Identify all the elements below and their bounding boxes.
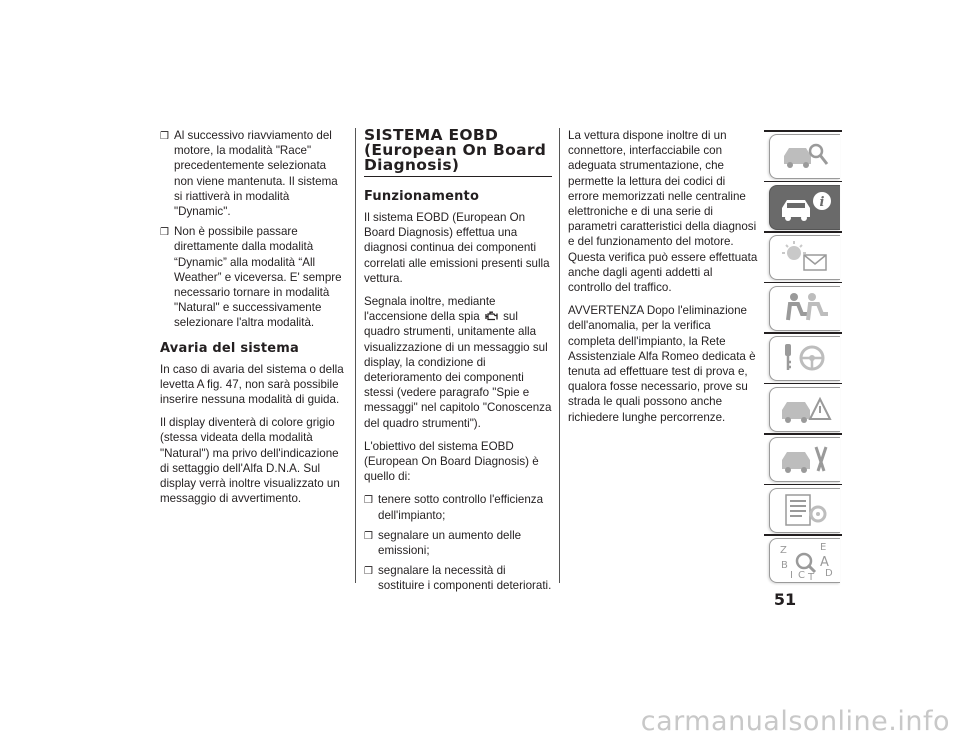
paragraph: In caso di avaria del sistema o della levetta A fig. 47, non sarà possibile inserire nessuna modalità di guida. [160,362,344,407]
tab-car-info[interactable] [769,185,840,230]
checkbox-bullet-icon: ❒ [364,495,373,507]
engine-warning-icon [484,311,499,322]
index-letter: T [808,572,815,580]
paragraph: AVVERTENZA Dopo l'eliminazione dell'anomalia, per la verifica completa dell'impianto, la Rete Assistenziale Alfa Romeo dedicata è tenuta ad effettuare test di prova e, qualora fosse necessario, prove su strada le quali possono anche richiedere lunghe percorrenze. [568,304,756,424]
list-item: ❒ tenere sotto controllo l'efficienza dell'impianto; [364,493,544,522]
column-3 [568,128,758,433]
list-item: ❒ segnalare un aumento delle emissioni; [364,528,522,558]
checkbox-bullet-icon: ❒ [364,566,373,578]
list-item: ❒ Non è possibile passare direttamente dalla modalità “Dynamic” alla modalità “All Weather” e viceversa. E' sempre necessario tornare in modalità "Natural" e successivamente selezionare l'altra modalità. [160,225,342,330]
key-steering-wheel-icon [778,340,834,376]
alphabetical-index-icon [778,542,834,580]
car-info-icon [778,189,834,225]
list-item: ❒ segnalare la necessità di sostituire i componenti deteriorati. [364,564,552,593]
tab-maintenance[interactable] [769,437,840,482]
index-letter: E [820,542,827,553]
watermark: carmanualsonline.info [640,706,950,737]
index-letter: I [790,570,793,580]
warning-light-message-icon [778,239,834,275]
car-search-icon [778,138,834,174]
car-warning-triangle-icon [778,391,834,427]
column-divider [355,128,356,583]
page-title: SISTEMA EOBD (European On Board Diagnosis) [364,128,552,177]
checkbox-bullet-icon: ❒ [160,131,169,142]
list-item: ❒ Al successivo riavviamento del motore, la modalità "Race" precedentemente selezionata non viene mantenuta. Il sistema si riattiverà in modalità "Dynamic". [160,129,338,219]
tab-starting-driving[interactable] [769,336,840,381]
paragraph: Segnala inoltre, mediante l'accensione della spia sul quadro strumenti, unitamente alla visualizzazione di un messaggio sul display, la condizione di deterioramento dei componenti stessi (vedere paragrafo "Spie e messaggi" nel capitolo "Conoscenza del quadro strumenti"). [364,295,552,430]
tab-technical-data[interactable] [769,488,840,533]
paragraph: La vettura dispone inoltre di un connettore, interfacciabile con adeguata strumentazione, che permette la lettura dei codici di errore memorizzati nelle centraline elettroniche e di una serie di parametri caratteristici della diagnosi e del funzionamento del motore. Questa verifica può essere effettuata anche dagli agenti addetti al controllo del traffico. [568,129,758,295]
checkbox-bullet-icon: ❒ [160,227,169,239]
tab-warning-lights[interactable] [769,235,840,280]
chapter-tabs [764,130,842,585]
index-letter: D [825,568,833,579]
index-letter: A [820,555,829,570]
column-divider [559,128,560,583]
paragraph: Il sistema EOBD (European On Board Diagnosis) effettua una diagnosi continua dei componenti correlati alle emissioni presenti sulla vettura. [364,211,550,285]
index-letter: C [798,570,805,580]
svg-text:i: i [819,194,825,210]
column-1 [160,128,348,514]
specifications-icon [778,492,834,528]
tab-safety[interactable] [769,286,840,331]
car-tools-icon [778,441,834,477]
index-letter: B [781,560,788,571]
page-number: 51 [773,590,797,609]
paragraph: L'obiettivo del sistema EOBD (European On Board Diagnosis) è quello di: [364,439,539,484]
section-heading: Avaria del sistema [160,340,299,356]
column-2 [364,128,552,599]
tab-car-search[interactable] [769,134,840,179]
index-letter: Z [780,545,787,556]
section-heading: Funzionamento [364,189,480,204]
paragraph: Il display diventerà di colore grigio (stessa videata della modalità "Natural") ma privo dell'indicazione di settaggio dell'Alfa D.N.A. Sul display verrà inoltre visualizzato un messaggio di avvertimento. [160,416,340,506]
checkbox-bullet-icon: ❒ [364,530,373,542]
airbag-safety-icon [778,290,834,326]
tab-emergency[interactable] [769,387,840,432]
tab-index[interactable] [769,538,840,583]
